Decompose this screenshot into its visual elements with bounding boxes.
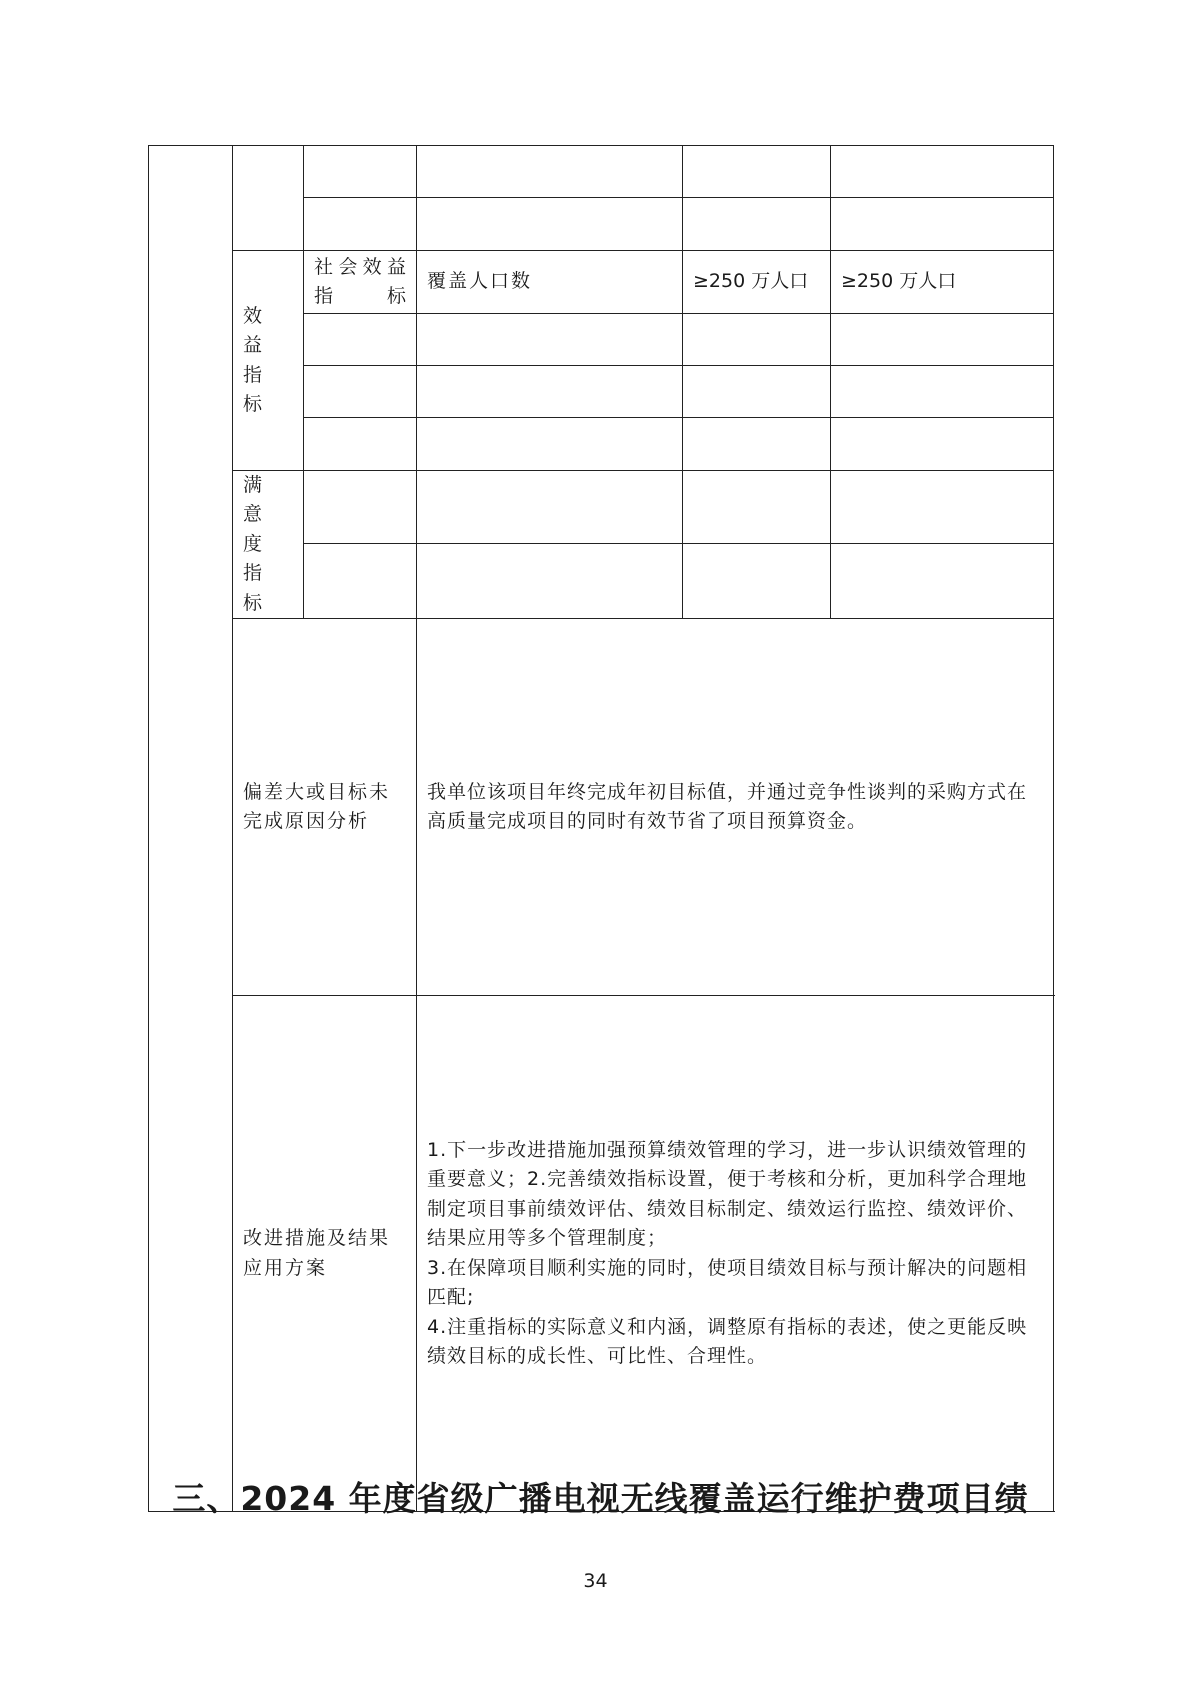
table-cell xyxy=(304,471,417,544)
table-cell xyxy=(683,146,831,198)
social-benefit-label: 社会效益指标 xyxy=(304,251,417,314)
improvement-line-3: 4.注重指标的实际意义和内涵，调整原有指标的表述，使之更能反映绩效目标的成长性、可比性、合理性。 xyxy=(427,1315,1028,1367)
benefit-category-cell: 效益指标 xyxy=(233,251,304,471)
level2-category-cell-empty xyxy=(233,146,304,251)
table-cell xyxy=(831,198,1054,251)
coverage-indicator: 覆盖人口数 xyxy=(417,251,683,314)
table-cell xyxy=(831,471,1054,544)
improvement-text xyxy=(417,996,1054,1512)
satisfaction-category-cell: 满意度指标 xyxy=(233,471,304,619)
table-cell xyxy=(417,471,683,544)
table-cell xyxy=(683,366,831,418)
deviation-text: 我单位该项目年终完成年初目标值，并通过竞争性谈判的采购方式在高质量完成项目的同时有效节省了项目预算资金。 xyxy=(417,619,1054,996)
table-cell xyxy=(304,418,417,471)
actual-value: ≥250 万人口 xyxy=(831,251,1054,314)
table-cell xyxy=(417,366,683,418)
level1-category-cell-empty xyxy=(149,146,233,1512)
table-cell xyxy=(683,314,831,366)
table-cell xyxy=(683,418,831,471)
improvement-line-2: 3.在保障项目顺利实施的同时，使项目绩效目标与预计解决的问题相匹配; xyxy=(427,1256,1028,1309)
table-cell xyxy=(831,314,1054,366)
annual-target-value: ≥250 万人口 xyxy=(683,251,831,314)
table-cell xyxy=(683,471,831,544)
table-cell xyxy=(304,146,417,198)
table-cell xyxy=(304,366,417,418)
table-cell xyxy=(683,198,831,251)
page-number: 34 xyxy=(583,1570,608,1592)
table-cell xyxy=(831,544,1054,619)
section-title: 三、2024 年度省级广播电视无线覆盖运行维护费项目绩 xyxy=(172,1479,1029,1518)
table-cell xyxy=(304,314,417,366)
table-cell xyxy=(417,198,683,251)
table-cell xyxy=(831,146,1054,198)
table-cell xyxy=(304,198,417,251)
improvement-label: 改进措施及结果应用方案 xyxy=(233,996,417,1512)
table-cell xyxy=(417,146,683,198)
deviation-label: 偏差大或目标未完成原因分析 xyxy=(233,619,417,996)
table-cell xyxy=(683,544,831,619)
improvement-line-1: 1.下一步改进措施加强预算绩效管理的学习，进一步认识绩效管理的重要意义；2.完善绩效指标设置，便于考核和分析，更加科学合理地制定项目事前绩效评估、绩效目标制定、绩效运行监控、绩效评价、结果应用等多个管理制度； xyxy=(427,1138,1028,1250)
table-cell xyxy=(417,314,683,366)
table-cell xyxy=(417,418,683,471)
table-cell xyxy=(304,544,417,619)
performance-table xyxy=(148,145,1054,1512)
table-cell xyxy=(831,366,1054,418)
table-cell xyxy=(831,418,1054,471)
table-cell xyxy=(417,544,683,619)
